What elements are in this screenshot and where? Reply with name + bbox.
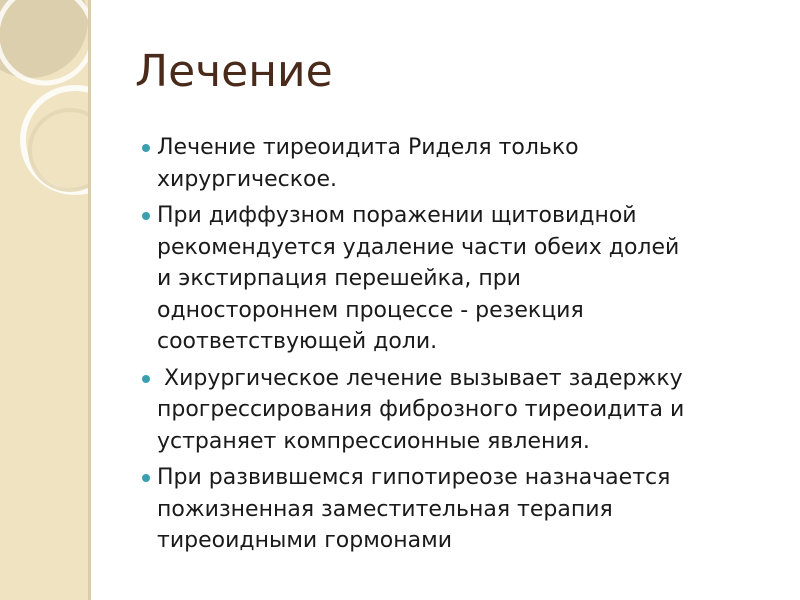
bullet-line: устраняет компрессионные явления.: [157, 428, 590, 454]
bullet-item: [140, 200, 780, 358]
panel-edge: [88, 0, 91, 600]
bullet-line: соответствующей доли.: [157, 329, 438, 354]
slide-title: Лечение: [135, 46, 333, 97]
bullet-dot-icon: [142, 474, 150, 482]
bullet-line: тиреоидными гормонами: [157, 528, 453, 553]
bullet-dot-icon: [142, 144, 150, 152]
decorative-circles: [0, 0, 88, 600]
bullet-dot-icon: [142, 212, 150, 220]
bullet-line: При диффузном поражении щитовидной: [157, 203, 637, 228]
bullet-dot-icon: [142, 375, 150, 383]
bullet-item: [140, 462, 780, 557]
bullet-line: Лечение тиреоидита Риделя только: [157, 135, 579, 160]
bullet-line: пожизненная заместительная терапия: [157, 496, 613, 522]
bullet-line: и экстирпация перешейка, при: [157, 266, 521, 291]
bullet-line: одностороннем процессе - резекция: [157, 297, 584, 323]
bullet-item: [140, 132, 780, 195]
decorative-side-panel: [0, 0, 88, 600]
bullet-line: рекомендуется удаление части обеих долей: [157, 234, 680, 260]
bullet-line: прогрессирования фиброзного тиреоидита и: [157, 397, 685, 422]
bullet-line: хирургическое.: [157, 166, 338, 192]
bullet-item: [140, 363, 780, 458]
bullet-line: Хирургическое лечение вызывает задержку: [157, 365, 683, 391]
bullet-line: При развившемся гипотиреозе назначается: [157, 465, 671, 490]
bullet-list: [140, 132, 780, 562]
